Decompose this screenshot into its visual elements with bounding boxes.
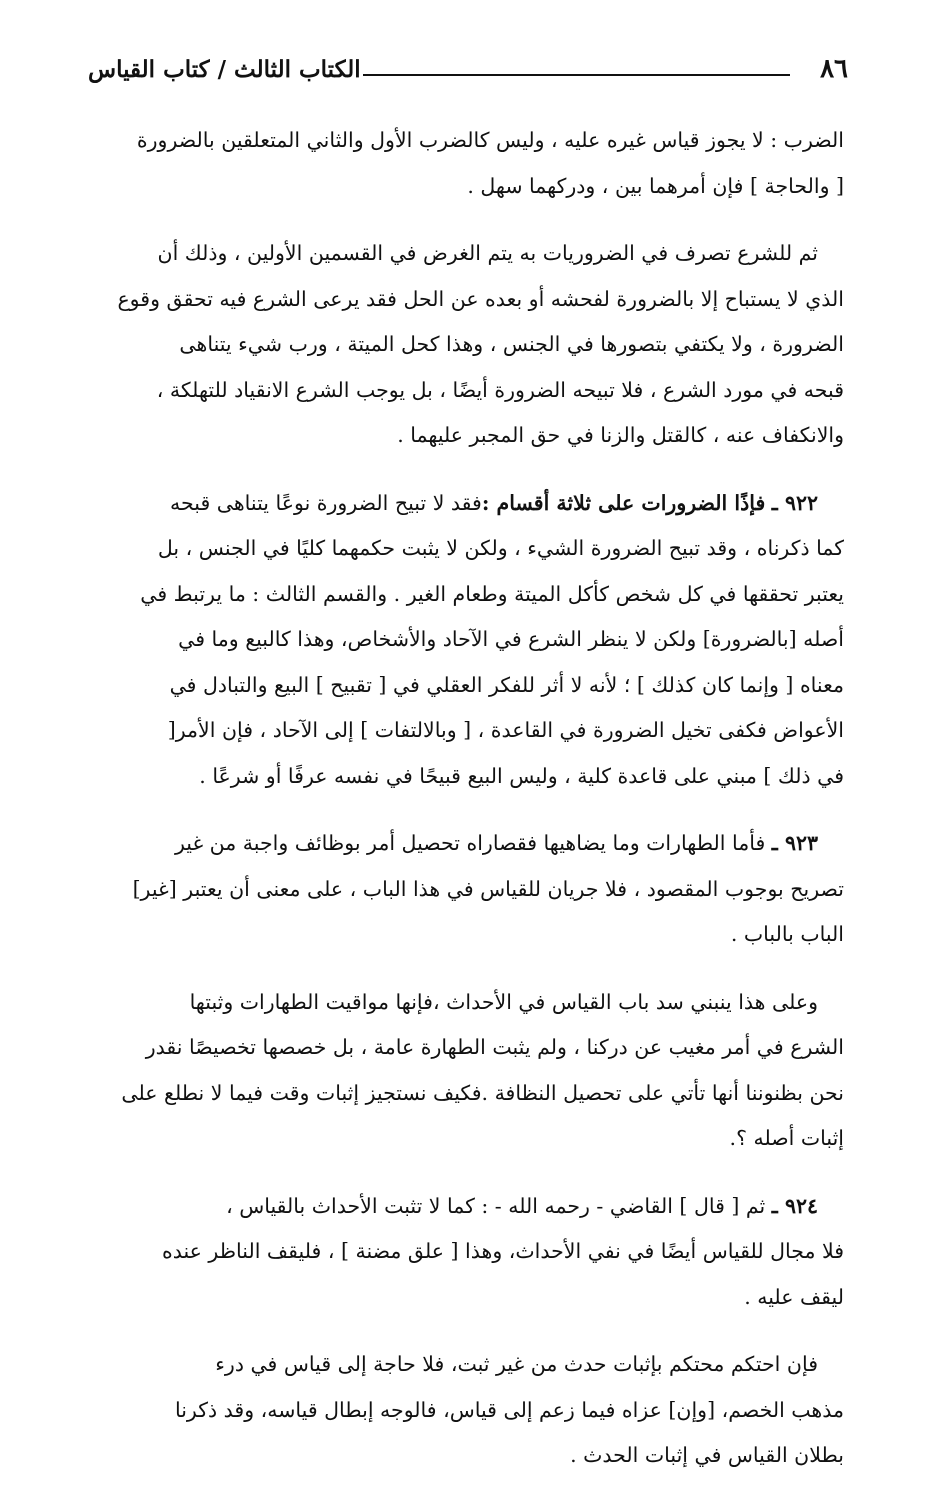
text-line: الشرع في أمر مغيب عن دركنا ، ولم يثبت الطهارة عامة ، بل خصصها تخصيصًا نقدر [145, 1035, 844, 1059]
paragraph-heading: فإذًا الضرورات على ثلاثة أقسام : [481, 490, 766, 515]
paragraph [92, 118, 844, 209]
text-line: الأعواض فكفى تخيل الضرورة في القاعدة ، [ وبالالتفات ] إلى الآحاد ، فإن الأمر[ [167, 718, 844, 742]
paragraph [92, 231, 844, 459]
numbered-paragraph-924 [92, 1184, 844, 1321]
text-line: فلا مجال للقياس أيضًا في نفي الأحداث، وهذا [ علق مضنة ] ، فليقف الناظر عنده [161, 1239, 844, 1263]
text-run: ثم [ قال ] القاضي - رحمه الله - : كما لا تثبت الأحداث بالقياس ، [226, 1193, 766, 1218]
text-line: أصله [بالضرورة] ولكن لا ينظر الشرع في الآحاد والأشخاص، وهذا كالبيع وما في [178, 627, 844, 651]
text-line: كما ذكرناه ، وقد تبيح الضرورة الشيء ، ولكن لا يثبت حكمهما كليًا في الجنس ، بل [157, 536, 844, 560]
text-line [92, 1184, 844, 1230]
running-title: الكتاب الثالث / كتاب القياس [88, 56, 361, 83]
text-line: بطلان القياس في إثبات الحدث . [570, 1443, 844, 1467]
text-line: الباب بالباب . [730, 922, 844, 946]
text-line: مذهب الخصم، [وإن] عزاه فيما زعم إلى قياس، فالوجه إبطال قياسه، وقد ذكرنا [174, 1397, 844, 1422]
text-line: فإن احتكم محتكم بإثبات حدث من غير ثبت، فلا حاجة إلى قياس في درء [215, 1352, 818, 1376]
text-line: الذي لا يستباح إلا بالضرورة لفحشه أو بعده عن الحل فقد يرعى الشرع فيه تحقق وقوع [117, 286, 844, 311]
page-header [88, 52, 848, 92]
paragraph-number: ٩٢٤ ـ [771, 1193, 818, 1218]
paragraph [92, 1342, 844, 1479]
text-line: ثم للشرع تصرف في الضروريات به يتم الغرض في القسمين الأولين ، وذلك أن [157, 241, 818, 265]
text-line: الضرورة ، ولا يكتفي بتصورها في الجنس ، وهذا كحل الميتة ، ورب شيء يتناهى [179, 332, 844, 356]
text-line: في ذلك ] مبني على قاعدة كلية ، وليس البيع قبيحًا في نفسه عرفًا أو شرعًا . [199, 763, 844, 788]
text-line: يعتبر تحققها في كل شخص كأكل الميتة وطعام الغير . والقسم الثالث : ما يرتبط في [140, 581, 844, 606]
paragraph [92, 980, 844, 1162]
text-line: وعلى هذا ينبني سد باب القياس في الأحداث ،فإنها مواقيت الطهارات وثبتها [189, 989, 818, 1014]
text-line [92, 821, 844, 867]
numbered-paragraph-923 [92, 821, 844, 958]
body-text [92, 118, 844, 1501]
text-line: معناه [ وإنما كان كذلك ] ؛ لأنه لا أثر للفكر العقلي في [ تقبيح ] البيع والتبادل في [169, 672, 844, 697]
paragraph-number: ٩٢٢ ـ [771, 490, 818, 515]
text-line: ليقف عليه . [744, 1284, 844, 1309]
text-line: نحن بظنوننا أنها تأتي على تحصيل النظافة .فكيف نستجيز إثبات وقت فيما لا نطلع على [121, 1080, 844, 1105]
text-line [92, 481, 844, 527]
text-line: تصريح بوجوب المقصود ، فلا جريان للقياس في هذا الباب ، على معنى أن يعتبر [غير] [132, 876, 844, 901]
text-line: إثبات أصله ؟. [729, 1126, 844, 1150]
text-line: [ والحاجة ] فإن أمرهما بين ، ودركهما سهل . [467, 173, 844, 198]
text-line: قبحه في مورد الشرع ، فلا تبيحه الضرورة أيضًا ، بل يوجب الشرع الانقياد للتهلكة ، [156, 377, 844, 402]
text-run: فقد لا تبيح الضرورة نوعًا يتناهى قبحه [170, 490, 482, 515]
text-line: الضرب : لا يجوز قياس غيره عليه ، وليس كالضرب الأول والثاني المتعلقين بالضرورة [136, 128, 844, 152]
page-number: ٨٦ [820, 54, 848, 84]
numbered-paragraph-922 [92, 481, 844, 800]
paragraph-number: ٩٢٣ ـ [771, 831, 818, 855]
text-run: فأما الطهارات وما يضاهيها فقصاراه تحصيل أمر بوظائف واجبة من غير [174, 831, 766, 855]
text-line: والانكفاف عنه ، كالقتل والزنا في حق المجبر عليهما . [397, 423, 844, 447]
header-rule [363, 74, 790, 76]
